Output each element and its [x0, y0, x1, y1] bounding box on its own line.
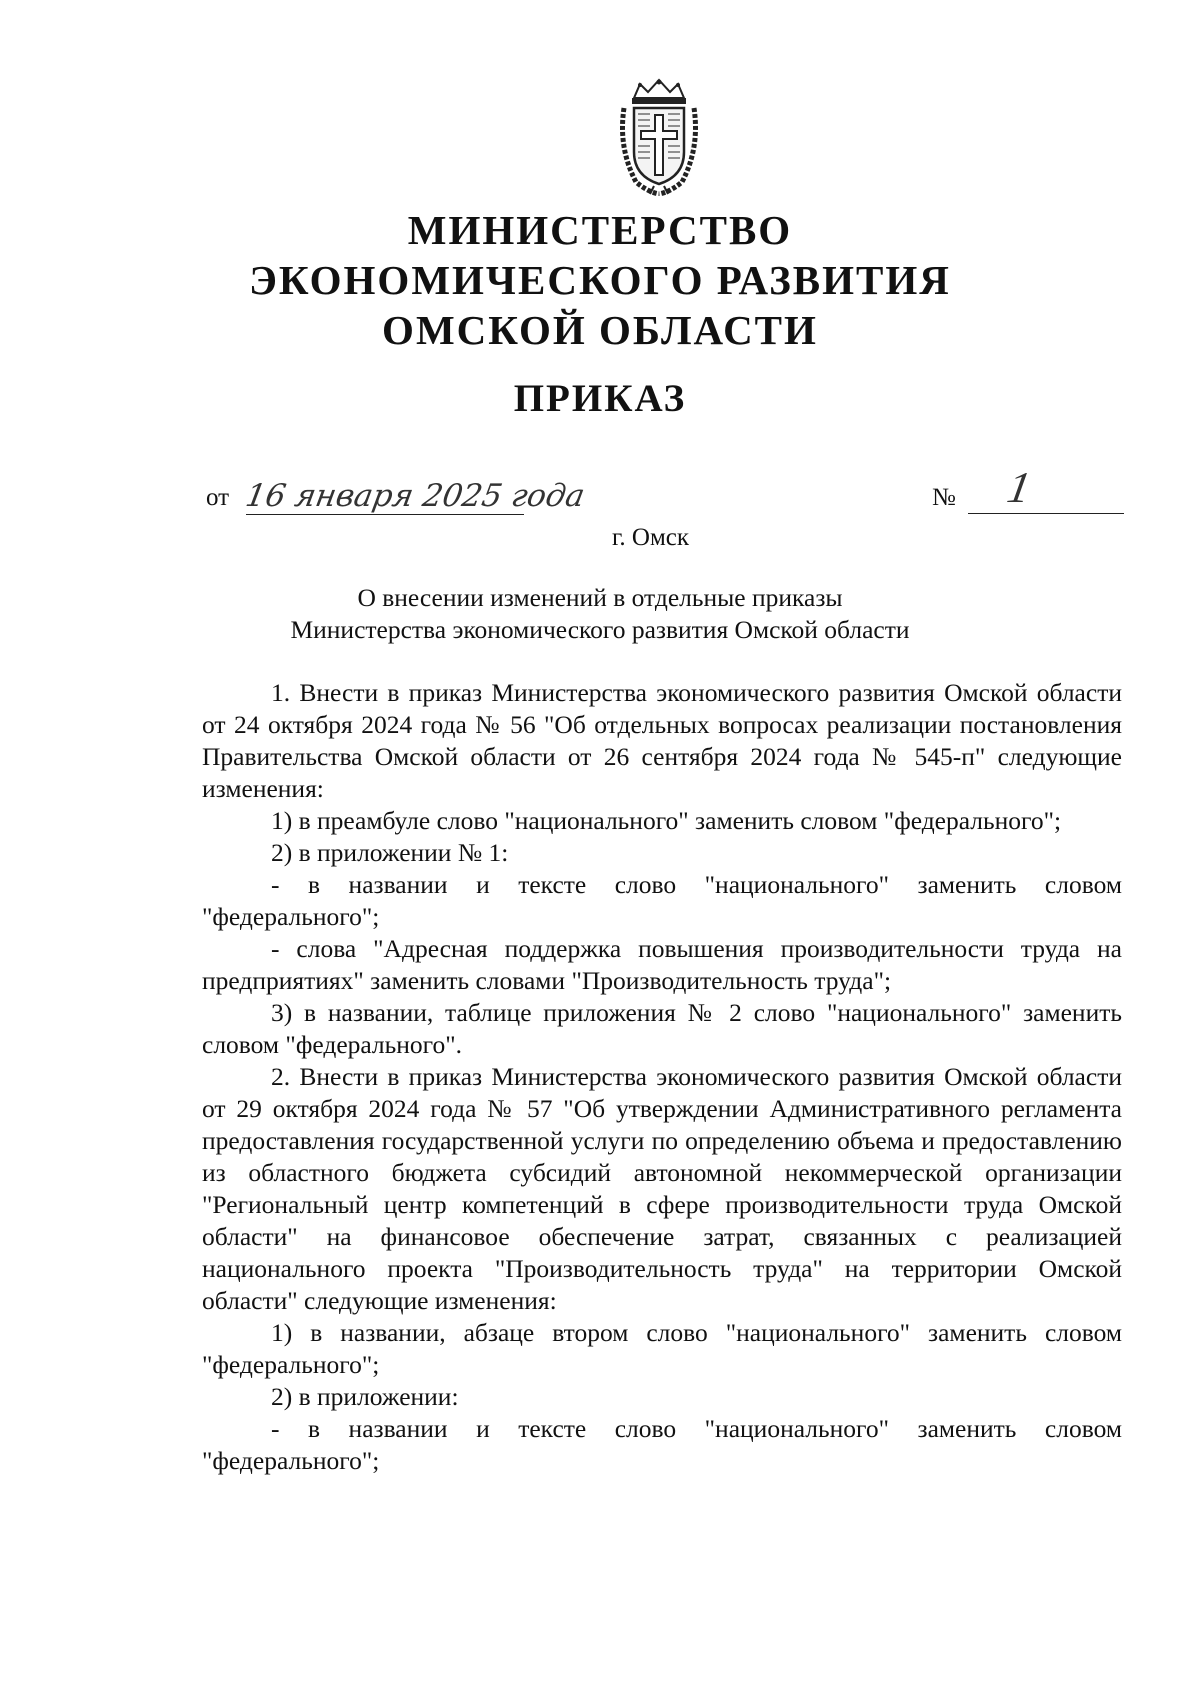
- paragraph: 1) в преамбуле слово "национального" заменить словом "федерального";: [271, 806, 1062, 835]
- ministry-name-line-2: ЭКОНОМИЧЕСКОГО РАЗВИТИЯ: [249, 257, 951, 303]
- order-subject: [0, 582, 1200, 646]
- paragraph: 1. Внести в приказ Министерства экономического развития Омской области от 24 октября 2024 года № 56 "Об отдельных вопросах реализации постановления Правительства Омской области от 26 сентября 2024 года № 545-п" следующие изменения:: [202, 678, 1122, 803]
- paragraph: 1) в названии, абзаце втором слово "национального" заменить словом "федерального";: [202, 1318, 1122, 1379]
- date-prefix: от: [206, 484, 230, 511]
- ministry-name: [0, 205, 1200, 355]
- order-body: [202, 677, 1122, 1477]
- paragraph: 2. Внести в приказ Министерства экономического развития Омской области от 29 октября 2024 года № 57 "Об утверждении Административного регламента предоставления государственной услуги по определению объема и предоставлению из областного бюджета субсидий автономной некоммерческой организации "Региональный центр компетенций в сфере производительности труда Омской области" на финансовое обеспечение затрат, связанных с реализацией национального проекта "Производительность труда" на территории Омской области" следующие изменения:: [202, 1062, 1122, 1315]
- ministry-name-line-1: МИНИСТЕРСТВО: [407, 207, 793, 253]
- city: г. Омск: [612, 524, 690, 551]
- handwritten-date: 16 января 2025 года: [242, 478, 588, 514]
- number-label: №: [932, 484, 956, 511]
- order-title: ПРИКАЗ: [513, 377, 687, 420]
- paragraph: 3) в названии, таблице приложения № 2 слово "национального" заменить словом "федерального".: [202, 998, 1122, 1059]
- paragraph: - слова "Адресная поддержка повышения производительности труда на предприятиях" заменить словами "Производительность труда";: [202, 934, 1122, 995]
- omsk-coat-of-arms-icon: [616, 78, 702, 196]
- paragraph: 2) в приложении № 1:: [271, 838, 509, 867]
- subject-line-2: Министерства экономического развития Омской области: [290, 615, 910, 644]
- handwritten-number: 1: [1003, 463, 1035, 512]
- number-underline: [968, 513, 1124, 514]
- paragraph: - в названии и тексте слово "национального" заменить словом "федерального";: [202, 1414, 1122, 1475]
- subject-line-1: О внесении изменений в отдельные приказы: [357, 583, 843, 612]
- date-underline: [246, 514, 524, 515]
- ministry-name-line-3: ОМСКОЙ ОБЛАСТИ: [382, 307, 818, 353]
- paragraph: - в названии и тексте слово "национального" заменить словом "федерального";: [202, 870, 1122, 931]
- paragraph: 2) в приложении:: [271, 1382, 459, 1411]
